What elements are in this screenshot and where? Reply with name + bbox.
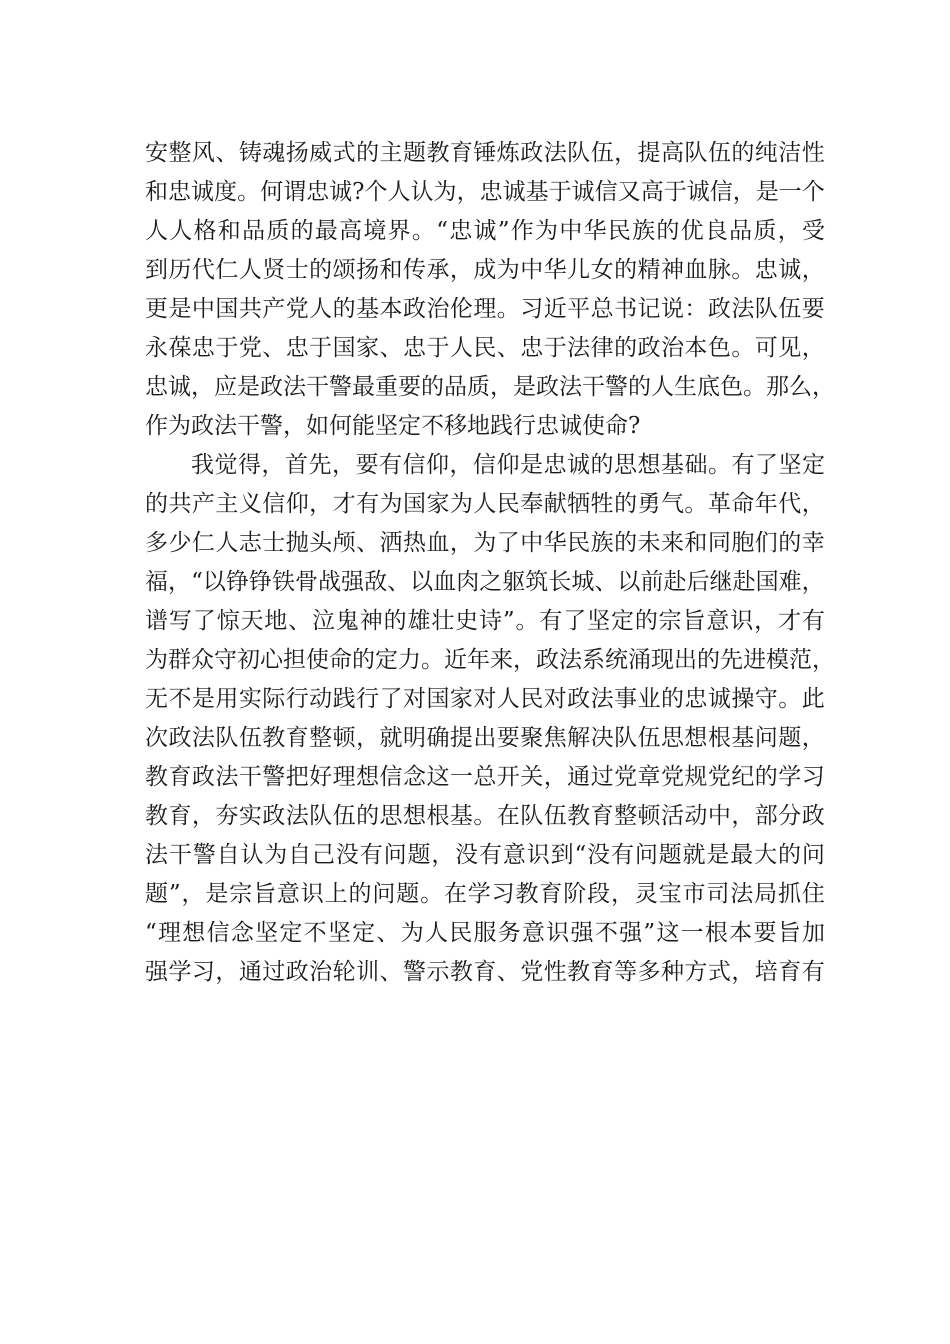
text-line: 福 ， “ 以 铮 铮 铁 骨 战 强 敌 、 以 血 肉 之 躯 筑 长 城 、 以 前 赴 后 继 赴 国 难 ， <box>145 569 825 595</box>
text-line: 题 ” ， 是 宗 旨 意 识 上 的 问 题 。 在 学 习 教 育 阶 段 ， 灵 宝 市 司 法 局 抓 住 <box>145 881 825 907</box>
text-line: 和 忠 诚 度 。 何 谓 忠 诚 ? 个 人 认 为 ， 忠 诚 基 于 诚 信 又 高 于 诚 信 ， 是 一 个 <box>145 179 825 205</box>
text-line: 到 历 代 仁 人 贤 士 的 颂 扬 和 传 承 ， 成 为 中 华 儿 女 的 精 神 血 脉 。 忠 诚 ， <box>145 257 825 283</box>
text-line: 永 葆 忠 于 党 、 忠 于 国 家 、 忠 于 人 民 、 忠 于 法 律 的 政 治 本 色 。 可 见 ， <box>145 335 825 361</box>
text-line: “ 理 想 信 念 坚 定 不 坚 定 、 为 人 民 服 务 意 识 强 不 强 ” 这 一 根 本 要 旨 加 <box>145 920 825 946</box>
text-line: 无 不 是 用 实 际 行 动 践 行 了 对 国 家 对 人 民 对 政 法 事 业 的 忠 诚 操 守 。 此 <box>145 686 825 712</box>
text-line: 安 整 风 、 铸 魂 扬 威 式 的 主 题 教 育 锤 炼 政 法 队 伍 ， 提 高 队 伍 的 纯 洁 性 <box>145 140 825 166</box>
text-line: 谱 写 了 惊 天 地 、 泣 鬼 神 的 雄 壮 史 诗 ” 。 有 了 坚 定 的 宗 旨 意 识 ， 才 有 <box>145 608 825 634</box>
text-line: 我 觉 得 ， 首 先 ， 要 有 信 仰 ， 信 仰 是 忠 诚 的 思 想 基 础 。 有 了 坚 定 <box>191 452 825 478</box>
text-line: 的 共 产 主 义 信 仰 ， 才 有 为 国 家 为 人 民 奉 献 牺 牲 的 勇 气 。 革 命 年 代 ， <box>145 491 825 517</box>
text-line: 忠 诚 ， 应 是 政 法 干 警 最 重 要 的 品 质 ， 是 政 法 干 警 的 人 生 底 色 。 那 么 ， <box>145 374 835 400</box>
text-line: 更 是 中 国 共 产 党 人 的 基 本 政 治 伦 理 。 习 近 平 总 书 记 说 ： 政 法 队 伍 要 <box>145 296 825 322</box>
text-line: 多 少 仁 人 志 士 抛 头 颅 、 洒 热 血 ， 为 了 中 华 民 族 的 未 来 和 同 胞 们 的 幸 <box>145 530 825 556</box>
text-line: 作为政法干警，如何能坚定不移地践行忠诚使命? <box>145 413 641 439</box>
text-line: 法 干 警 自 认 为 自 己 没 有 问 题 ， 没 有 意 识 到 “ 没 有 问 题 就 是 最 大 的 问 <box>145 842 825 868</box>
text-line: 人 人 格 和 品 质 的 最 高 境 界 。 “ 忠 诚 ” 作 为 中 华 民 族 的 优 良 品 质 ， 受 <box>145 218 825 244</box>
text-line: 教 育 政 法 干 警 把 好 理 想 信 念 这 一 总 开 关 ， 通 过 党 章 党 规 党 纪 的 学 习 <box>145 764 825 790</box>
body-text <box>145 134 835 992</box>
text-line: 教 育 ， 夯 实 政 法 队 伍 的 思 想 根 基 。 在 队 伍 教 育 整 顿 活 动 中 ， 部 分 政 <box>145 803 825 829</box>
text-line: 次 政 法 队 伍 教 育 整 顿 ， 就 明 确 提 出 要 聚 焦 解 决 队 伍 思 想 根 基 问 题 ， <box>145 725 825 751</box>
text-line: 为 群 众 守 初 心 担 使 命 的 定 力 。 近 年 来 ， 政 法 系 统 涌 现 出 的 先 进 模 范 ， <box>145 647 835 673</box>
text-line: 强 学 习 ， 通 过 政 治 轮 训 、 警 示 教 育 、 党 性 教 育 等 多 种 方 式 ， 培 育 有 <box>145 959 825 985</box>
